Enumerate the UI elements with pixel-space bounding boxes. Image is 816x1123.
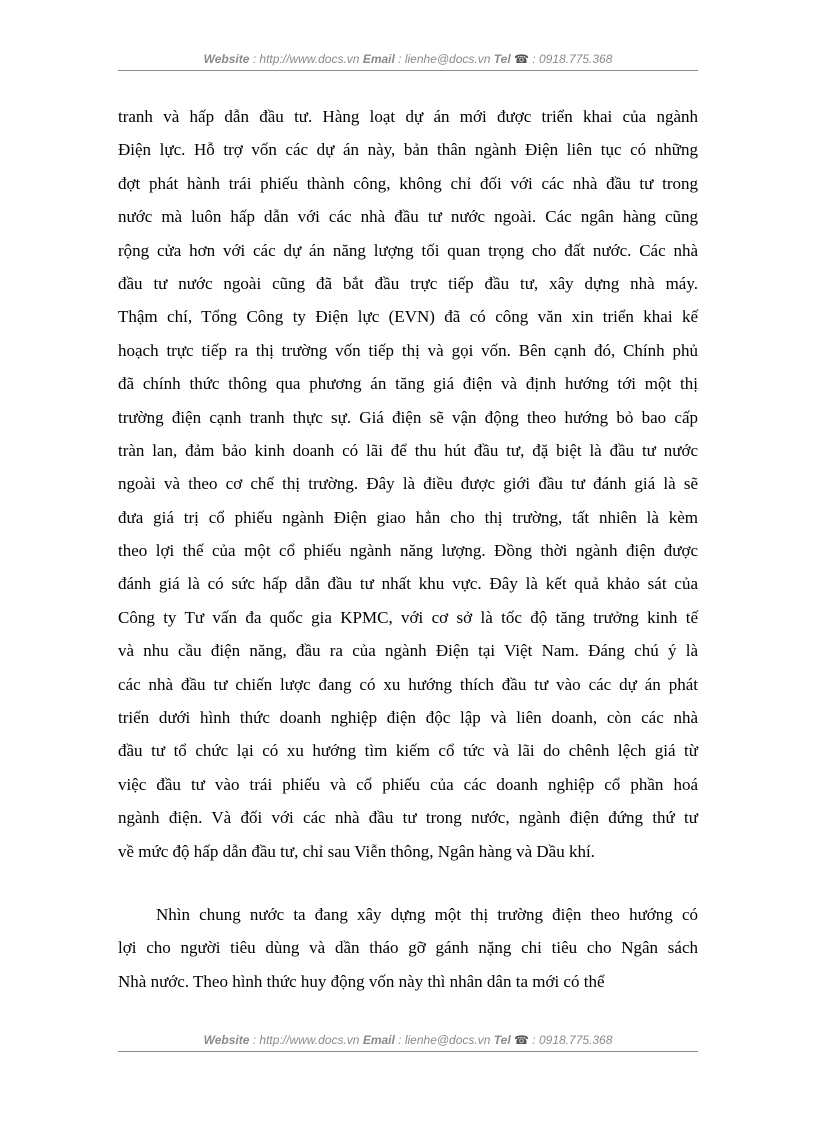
text-line: Nhìn chung nước ta đang xây dựng một thị trường điện theo hướng có <box>156 904 698 924</box>
text-line: Điện lực. Hỗ trợ vốn các dự án này, bản thân ngành Điện liên tục có những <box>118 140 698 160</box>
text-line: ngoài và theo cơ chế thị trường. Đây là điều được giới đầu tư đánh giá là sẽ <box>118 474 698 494</box>
page-header <box>118 52 698 66</box>
footer-tel-value: 0918.775.368 <box>538 1033 613 1047</box>
phone-icon: ☎ <box>514 1033 529 1047</box>
header-tel-value: 0918.775.368 <box>538 52 613 66</box>
text-line: về mức độ hấp dẫn đầu tư, chỉ sau Viễn thông, Ngân hàng và Dầu khí. <box>118 841 595 861</box>
text-line: đánh giá là có sức hấp dẫn đầu tư nhất khu vực. Đây là kết quả khảo sát của <box>118 574 698 594</box>
footer-website-label: Website <box>203 1033 250 1047</box>
text-line: Thậm chí, Tổng Công ty Điện lực (EVN) đã có công văn xin triển khai kế <box>118 307 698 327</box>
footer-email-value[interactable]: lienhe@docs.vn <box>404 1033 491 1047</box>
text-line: đầu tư tổ chức lại có xu hướng tìm kiếm cổ tức và lãi do chênh lệch giá từ <box>118 741 698 761</box>
text-line: các nhà đầu tư chiến lược đang có xu hướng thích đầu tư vào các dự án phát <box>118 674 698 694</box>
text-line: tranh và hấp dẫn đầu tư. Hàng loạt dự án mới được triển khai của ngành <box>118 107 698 126</box>
text-line: lợi cho người tiêu dùng và dần tháo gỡ gánh nặng chi tiêu cho Ngân sách <box>118 938 698 958</box>
text-line: và nhu cầu điện năng, đầu ra của ngành Điện tại Việt Nam. Đáng chú ý là <box>118 641 698 661</box>
text-line: đã chính thức thông qua phương án tăng giá điện và định hướng tới một thị <box>118 374 698 394</box>
footer-divider <box>118 1051 698 1052</box>
text-line: triển dưới hình thức doanh nghiệp điện độc lập và liên doanh, còn các nhà <box>118 708 698 728</box>
paragraph <box>118 100 698 868</box>
paragraph <box>118 898 698 998</box>
footer-website-sep: : <box>249 1033 260 1047</box>
footer-email-label: Email <box>362 1033 395 1047</box>
header-email-sep: : <box>394 52 405 66</box>
header-website-label: Website <box>203 52 250 66</box>
footer-tel-sep: : <box>528 1033 539 1047</box>
page-footer <box>118 1033 698 1047</box>
header-website-url[interactable]: http://www.docs.vn <box>259 52 360 66</box>
text-line: đưa giá trị cổ phiếu ngành Điện giao hẳn cho thị trường, tất nhiên là kèm <box>118 507 698 527</box>
header-website-sep: : <box>249 52 260 66</box>
header-email-value[interactable]: lienhe@docs.vn <box>404 52 491 66</box>
text-line: hoạch trực tiếp ra thị trường vốn tiếp thị và gọi vốn. Bên cạnh đó, Chính phủ <box>118 340 698 360</box>
text-line: tràn lan, đảm bảo kinh doanh có lãi để thu hút đầu tư, đặ biệt là đầu tư nước <box>118 440 698 460</box>
text-line: rộng cửa hơn với các dự án năng lượng tối quan trọng cho đất nước. Các nhà <box>118 240 698 260</box>
header-divider <box>118 70 698 71</box>
phone-icon: ☎ <box>514 52 529 66</box>
text-line: Công ty Tư vấn đa quốc gia KPMC, với cơ sở là tốc độ tăng trưởng kinh tế <box>118 607 698 627</box>
text-line: Nhà nước. Theo hình thức huy động vốn này thì nhân dân ta mới có thể <box>118 971 605 991</box>
text-line: đầu tư nước ngoài cũng đã bắt đầu trực tiếp đầu tư, xây dựng nhà máy. <box>118 273 698 293</box>
text-line: trường điện cạnh tranh thực sự. Giá điện sẽ vận động theo hướng bỏ bao cấp <box>118 407 698 427</box>
footer-email-sep: : <box>394 1033 405 1047</box>
footer-website-url[interactable]: http://www.docs.vn <box>259 1033 360 1047</box>
text-line: ngành điện. Và đối với các nhà đầu tư trong nước, ngành điện đứng thứ tư <box>118 808 698 828</box>
document-body <box>118 100 698 998</box>
text-line: việc đầu tư vào trái phiếu và cổ phiếu của các doanh nghiệp cổ phần hoá <box>118 774 698 794</box>
header-tel-label: Tel <box>493 52 511 66</box>
text-line: đợt phát hành trái phiếu thành công, không chỉ đối với các nhà đầu tư trong <box>118 173 698 193</box>
paragraph-gap <box>118 868 698 898</box>
header-email-label: Email <box>362 52 395 66</box>
header-tel-sep: : <box>528 52 539 66</box>
text-line: theo lợi thế của một cổ phiếu ngành năng lượng. Đồng thời ngành điện được <box>118 541 698 561</box>
text-line: nước mà luôn hấp dẫn với các nhà đầu tư nước ngoài. Các ngân hàng cũng <box>118 207 698 227</box>
footer-tel-label: Tel <box>493 1033 511 1047</box>
